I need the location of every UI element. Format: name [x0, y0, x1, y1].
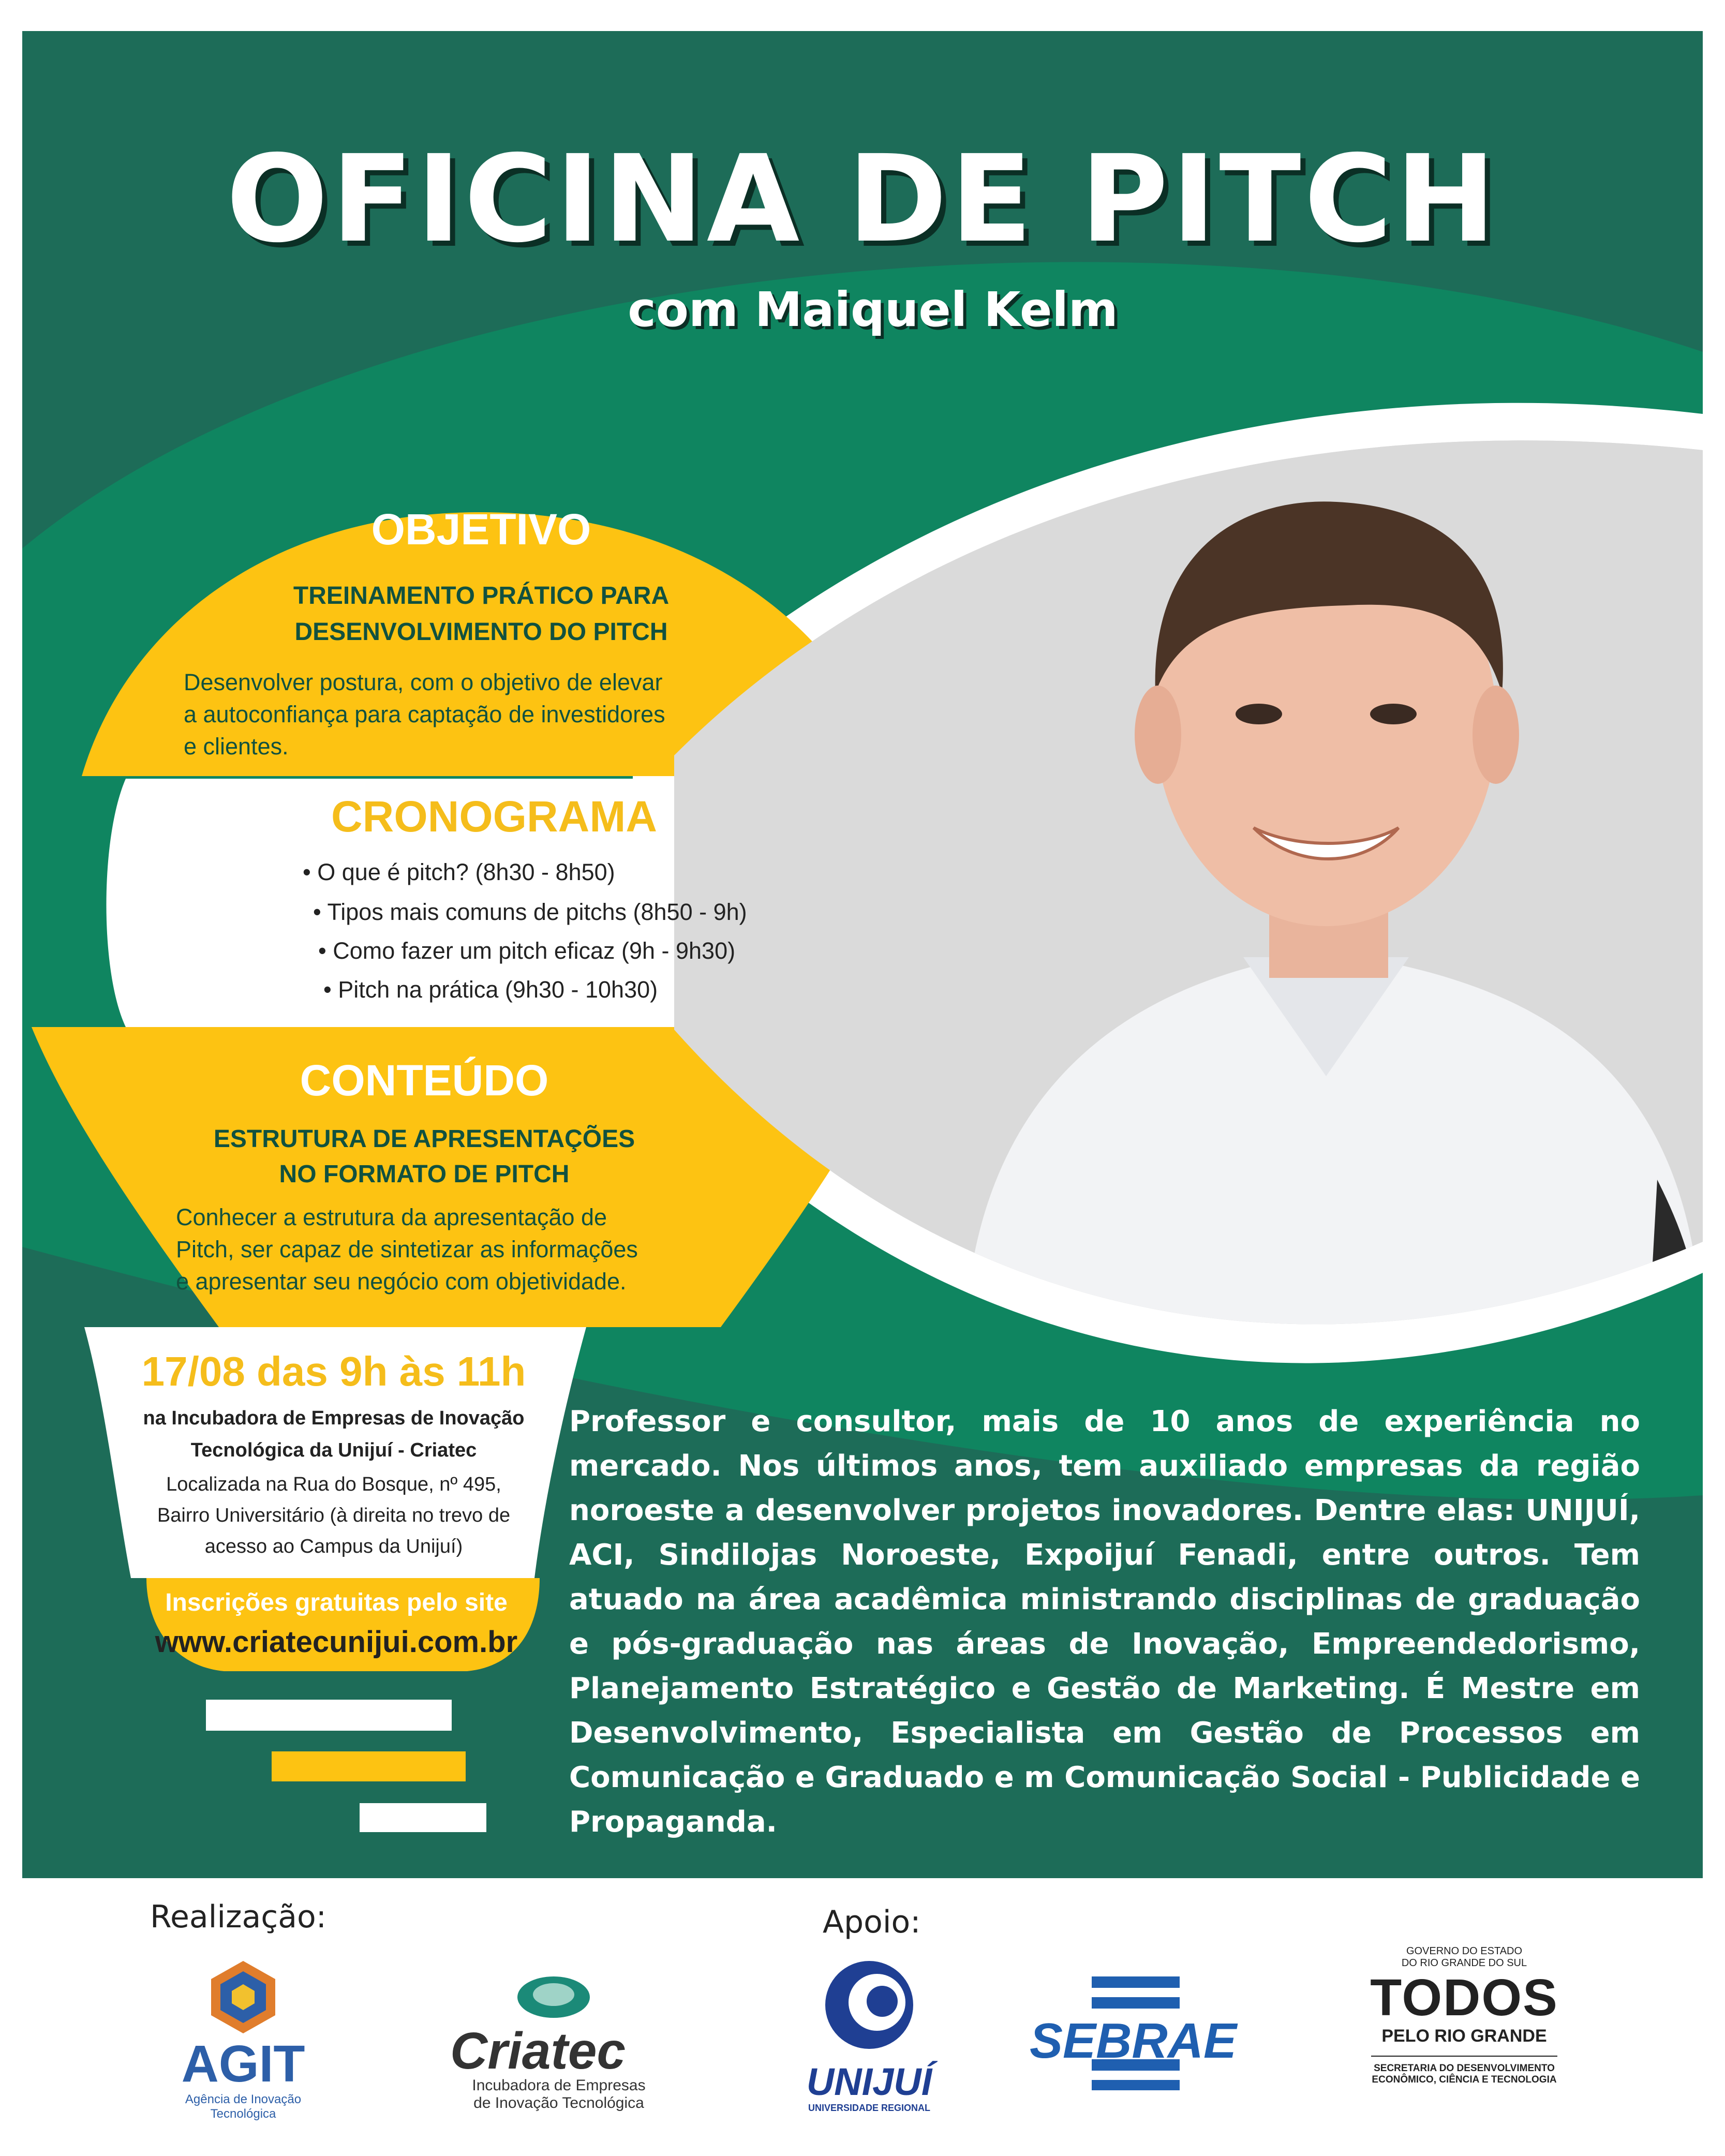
- cronograma-heading: CRONOGRAMA: [331, 792, 657, 841]
- agit-name: AGIT: [181, 2035, 305, 2093]
- objetivo-subheading-2: DESENVOLVIMENTO DO PITCH: [294, 618, 668, 646]
- cronograma-item: • Tipos mais comuns de pitchs (8h50 - 9h): [313, 899, 747, 925]
- governo-sec-1: SECRETARIA DO DESENVOLVIMENTO: [1374, 2063, 1555, 2074]
- conteudo-body-1: Conhecer a estrutura da apresentação de: [176, 1204, 607, 1230]
- agit-tagline: Agência de Inovação Tecnológica: [185, 2092, 302, 2121]
- unijui-emblem-icon: [786, 1956, 952, 2059]
- realizacao-label: Realização:: [150, 1899, 326, 1935]
- apoio-label: Apoio:: [823, 1904, 921, 1940]
- conteudo-body-3: e apresentar seu negócio com objetividade.: [176, 1268, 627, 1295]
- sebrae-name: SEBRAE: [1030, 2013, 1237, 2069]
- signup-label: Inscrições gratuitas pelo site: [165, 1589, 508, 1616]
- criatec-bubble-icon: [450, 1966, 667, 2023]
- criatec-logo: [450, 1966, 667, 2116]
- objetivo-body-1: Desenvolver postura, com o objetivo de elevar: [184, 669, 663, 695]
- cronograma-item: • O que é pitch? (8h30 - 8h50): [303, 859, 615, 885]
- conteudo-body-2: Pitch, ser capaz de sintetizar as informações: [176, 1236, 638, 1262]
- event-address-2: Bairro Universitário (à direita no trevo de: [157, 1505, 511, 1526]
- signup-url-link[interactable]: www.criatecunijui.com.br: [155, 1625, 518, 1659]
- objetivo-heading: OBJETIVO: [371, 505, 591, 554]
- page-subtitle: com Maiquel Kelm: [628, 282, 1118, 337]
- criatec-tagline-1: Incubadora de Empresas: [472, 2077, 646, 2094]
- conteudo-subheading-1: ESTRUTURA DE APRESENTAÇÕES: [213, 1125, 635, 1153]
- governo-sec-2: ECONÔMICO, CIÊNCIA E TECNOLOGIA: [1372, 2074, 1557, 2085]
- governo-brand: TODOS: [1370, 1969, 1558, 2027]
- conteudo-heading: CONTEÚDO: [300, 1056, 549, 1105]
- objetivo-subheading-1: TREINAMENTO PRÁTICO PARA: [293, 582, 670, 609]
- governo-line-1: GOVERNO DO ESTADO: [1406, 1945, 1523, 1957]
- agit-logo: [155, 1956, 331, 2121]
- objetivo-body-2: a autoconfiança para captação de investidores: [184, 701, 665, 727]
- governo-divider: [1371, 2056, 1557, 2057]
- criatec-tagline-2: de Inovação Tecnológica: [473, 2094, 644, 2112]
- event-address-3: acesso ao Campus da Unijuí): [204, 1536, 463, 1557]
- governo-brand-sub: PELO RIO GRANDE: [1381, 2026, 1547, 2046]
- objetivo-body-3: e clientes.: [184, 733, 289, 760]
- unijui-tagline: UNIVERSIDADE REGIONAL: [808, 2103, 931, 2113]
- conteudo-subheading-2: NO FORMATO DE PITCH: [279, 1161, 570, 1188]
- agit-hexagon-icon: [155, 1956, 331, 2033]
- cronograma-item: • Como fazer um pitch eficaz (9h - 9h30): [318, 938, 736, 964]
- cronograma-item: • Pitch na prática (9h30 - 10h30): [323, 976, 658, 1003]
- governo-line-2: DO RIO GRANDE DO SUL: [1401, 1957, 1527, 1969]
- page-title: OFICINA DE PITCH: [226, 129, 1499, 269]
- event-place-2: Tecnológica da Unijuí - Criatec: [190, 1439, 477, 1461]
- unijui-logo: [786, 1956, 952, 2121]
- unijui-name: UNIJUÍ: [806, 2060, 932, 2103]
- event-place-1: na Incubadora de Empresas de Inovação: [143, 1407, 525, 1429]
- speaker-bio: Professor e consultor, mais de 10 anos de experiência no mercado. Nos últimos anos, tem auxiliado empresas da região noroeste a desenvolver projetos inovadores. Dentre elas: UNIJUÍ, ACI, Sindilojas Noroeste, Expoijuí Fenadi, entre outros. Tem atuado na área acadêmica ministrando disciplinas de graduação e pós-graduação nas áreas de Inovação, Empreendedorismo, Planejamento Estratégico e Gestão de Marketing. É Mestre em Desenvolvimento, Especialista em Gestão de Processos em Comunicação e Graduado e m Comunicação Social - Publicidade e Propaganda.: [569, 1405, 1640, 1839]
- event-date: 17/08 das 9h às 11h: [141, 1348, 526, 1394]
- governo-logo: [1356, 1945, 1573, 2121]
- event-address-1: Localizada na Rua do Bosque, nº 495,: [166, 1474, 501, 1495]
- sebrae-logo: [1030, 1976, 1237, 2090]
- criatec-name: Criatec: [450, 2022, 626, 2080]
